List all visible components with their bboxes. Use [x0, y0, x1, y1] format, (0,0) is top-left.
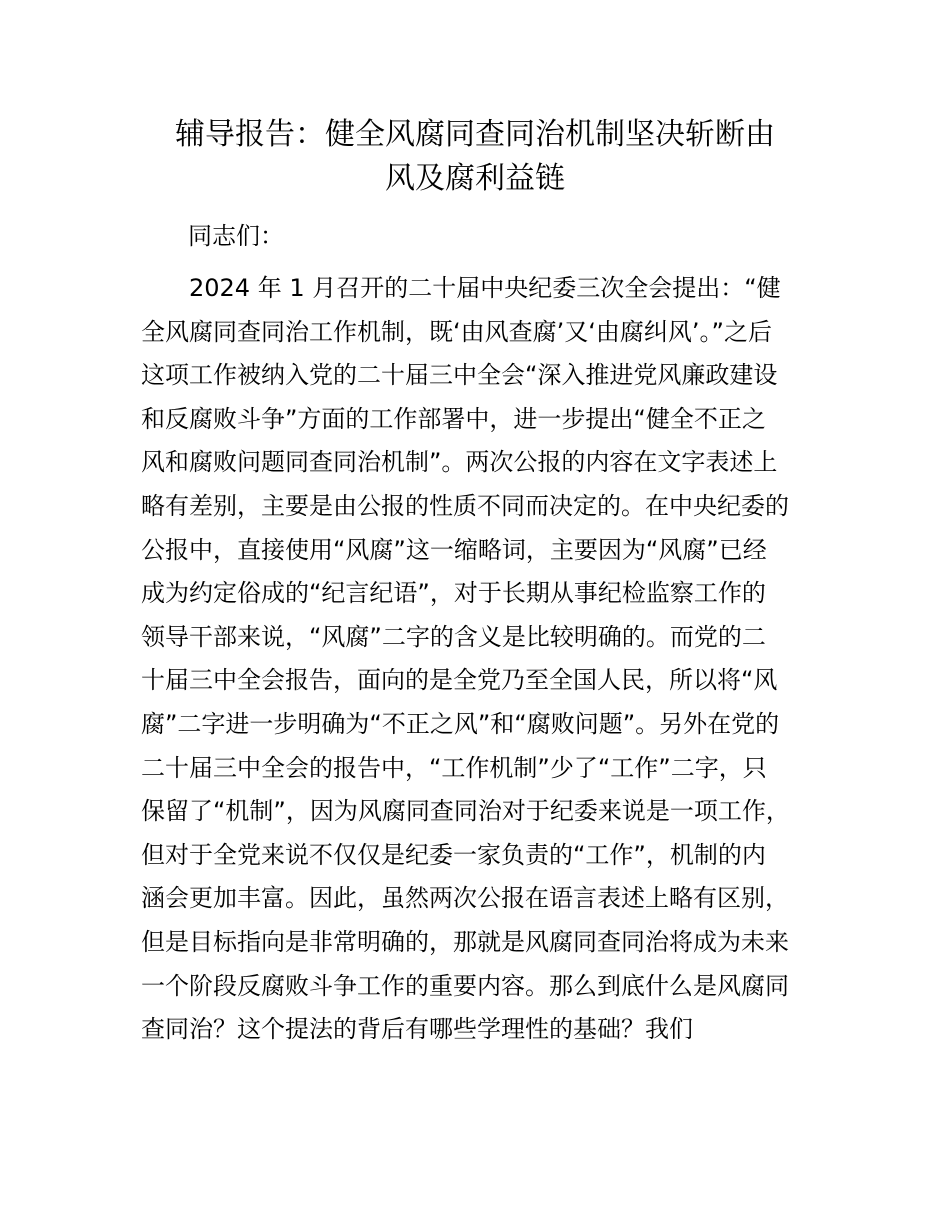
paragraph-line: 全风腐同查同治工作机制，既‘由风查腐’又‘由腐纠风’。”之后: [141, 317, 772, 346]
paragraph-line: 但对于全党来说不仅仅是纪委一家负责的“工作”，机制的内: [141, 840, 766, 869]
paragraph-line: 但是目标指向是非常明确的，那就是风腐同查同治将成为未来: [141, 927, 789, 956]
paragraph-line: 涵会更加丰富。因此，虽然两次公报在语言表述上略有区别，: [141, 884, 789, 913]
document-title: [100, 113, 850, 201]
title-line-1: 辅导报告：健全风腐同查同治机制坚决斩断由: [175, 117, 775, 152]
body-paragraph: [141, 267, 841, 1052]
paragraph-line: 一个阶段反腐败斗争工作的重要内容。那么到底什么是风腐同: [141, 971, 789, 1000]
salutation: 同志们：: [188, 222, 284, 250]
paragraph-line: 成为约定俗成的“纪言纪语”，对于长期从事纪检监察工作的: [141, 579, 766, 608]
paragraph-line: 风和腐败问题同查同治机制”。两次公报的内容在文字表述上: [141, 448, 778, 477]
paragraph-line: 和反腐败斗争”方面的工作部署中，进一步提出“健全不正之: [141, 404, 766, 433]
paragraph-line: 2024 年 1 月召开的二十届中央纪委三次全会提出：“健: [189, 274, 781, 302]
paragraph-line: 领导干部来说，“风腐”二字的含义是比较明确的。而党的二: [141, 622, 766, 651]
paragraph-line: 查同治？这个提法的背后有哪些学理性的基础？我们: [141, 1015, 693, 1044]
paragraph-line: 十届三中全会报告，面向的是全党乃至全国人民，所以将“风: [141, 666, 778, 695]
paragraph-line: 略有差别，主要是由公报的性质不同而决定的。在中央纪委的: [141, 491, 789, 520]
paragraph-line: 保留了“机制”，因为风腐同查同治对于纪委来说是一项工作，: [141, 797, 790, 826]
paragraph-line: 腐”二字进一步明确为“不正之风”和“腐败问题”。另外在党的: [141, 709, 780, 738]
title-line-2: 风及腐利益链: [385, 161, 565, 196]
paragraph-line: 这项工作被纳入党的二十届三中全会“深入推进党风廉政建设: [141, 361, 778, 390]
paragraph-line: 二十届三中全会的报告中，“工作机制”少了“工作”二字，只: [141, 753, 767, 782]
paragraph-line: 公报中，直接使用“风腐”这一缩略词，主要因为“风腐”已经: [141, 535, 767, 564]
